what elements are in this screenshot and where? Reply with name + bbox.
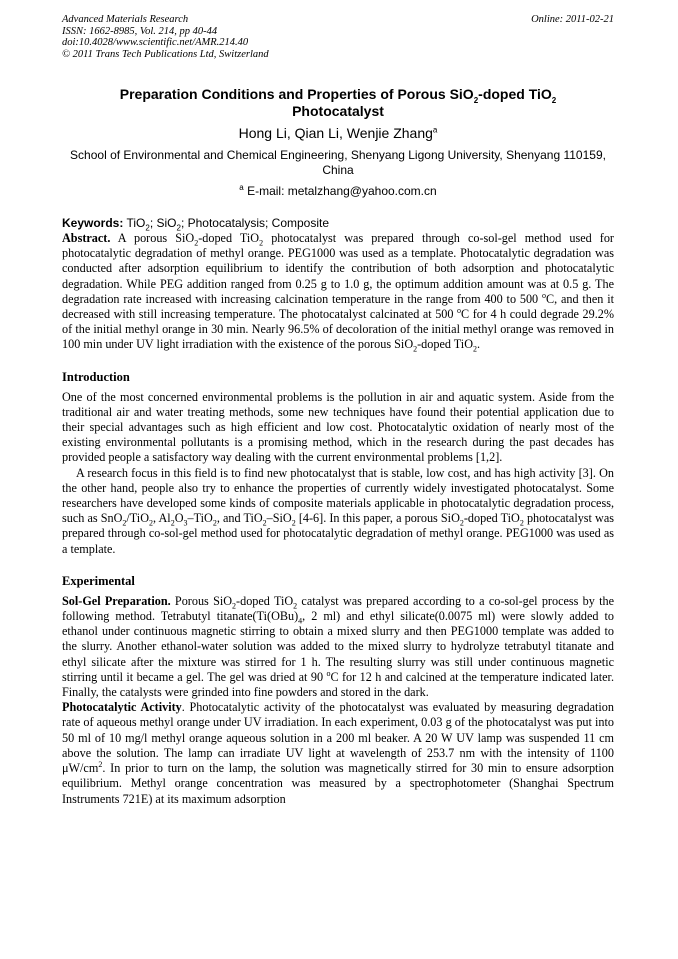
abstract-t2: -doped TiO	[198, 231, 260, 245]
intro-sub: 2	[122, 518, 127, 528]
doi-line: doi:10.4028/www.scientific.net/AMR.214.40	[62, 37, 249, 48]
abstract-t1: A porous SiO	[110, 231, 195, 245]
solgel-sub: 2	[232, 601, 237, 611]
solgel-paragraph	[62, 594, 614, 700]
abstract-sub: 2	[194, 238, 199, 248]
intro-sub: 2	[212, 518, 217, 528]
section-heading-introduction: Introduction	[62, 369, 130, 384]
abstract	[62, 231, 614, 353]
abstract-t5: C for 4 h could degrade 29.2% of the initial methyl orange in 30 min. Nearly 96.5% of decoloration of the initial methyl orange was removed in 100 min under UV light irradiation with the existence of the porous SiO	[62, 307, 615, 352]
journal-header	[62, 14, 614, 60]
solgel-sub: 2	[293, 601, 298, 611]
photocatalytic-sup: 2	[98, 760, 103, 770]
solgel-label: Sol-Gel Preparation.	[62, 593, 171, 608]
intro-p2i: -doped TiO	[463, 511, 520, 526]
intro-p2a: A research focus in this field is to find new photocatalyst that is stable, low cost, and has high activity [3]. On the other hand, people also try to enhance the properties of currently widely investigated photocatalyst. Some researchers have developed some kinds of composite materials applicable in photocatalytic degradation process, such as SnO	[62, 465, 614, 526]
intro-sub: 2	[170, 518, 175, 528]
intro-sub: 2	[459, 518, 464, 528]
abstract-sub: 2	[413, 344, 418, 354]
abstract-label: Abstract.	[62, 231, 111, 245]
intro-p2f: , and TiO	[216, 511, 263, 526]
author-names: Hong Li, Qian Li, Wenjie Zhang	[238, 125, 433, 141]
degree-mark: o	[541, 290, 546, 300]
intro-p2j: photocatalyst was prepared through co-sol-gel method used for photocatalytic degradation of methyl orange. PEG1000 was used as a template.	[62, 511, 614, 556]
title-text-3: Photocatalyst	[292, 103, 384, 119]
solgel-sub-4: 4	[298, 616, 303, 626]
keyword-1-sub: 2	[145, 223, 150, 233]
issn-line: ISSN: 1662-8985, Vol. 214, pp 40-44	[62, 25, 218, 37]
intro-paragraph-1: One of the most concerned environmental problems is the pollution in air and aquatic system. Aside from the traditional air and water treating methods, some new techniques have found their potential application due to their special advantages such as high efficient and low cost. Photocatalytic oxidation of nearly most of the existing environmental pollutants is a promising method, which in the research during the past decades has provided people a satisfactory way dealing with the current environmental problems [1,2].	[62, 389, 614, 465]
intro-p2d: O	[174, 511, 184, 526]
abstract-t3: photocatalyst was prepared through co-sol-gel method used for photocatalytic degradation of methyl orange. PEG1000 was used as a template. Photocatalytic degradation was conducted after adsorption equilibrium to identify the contribution of both adsorption and photocatalytic degradation. While PEG addition ranged from 0.25 g to 1.0 g, the optimum addition amount was at 0.5 g. The degradation rate increased with increasing calcination temperature in the range from 400 to 500	[62, 231, 614, 306]
section-heading-experimental: Experimental	[62, 573, 135, 588]
solgel-s5: , 2 ml) and ethyl silicate(0.0075 ml) were slowly added to ethanol under continuous magnetic stirring to obtain a mixed slurry and then PEG1000 template was added to the slurry. Another ethanol-water solution was added to the mixed slurry to hydrolyze tetrabutyl titanate and ethyl silicate after the mixture was stirred for 1 h. The resulting slurry was still under continuous magnetic stirring until it became a gel. The gel was dried at 90	[62, 609, 615, 684]
intro-sub: 2	[149, 518, 153, 528]
email-line	[62, 184, 614, 199]
solgel-s1: Porous SiO	[170, 593, 233, 608]
intro-p2e: –TiO	[187, 511, 213, 526]
journal-name: Advanced Materials Research	[62, 14, 189, 25]
intro-p2c: , Al	[153, 511, 171, 526]
solgel-s6: C for 12 h and calcined at the temperature indicated later. Finally, the catalysts were grinded into fine powders and stored in the dark.	[62, 669, 614, 700]
email-text: E-mail: metalzhang@yahoo.com.cn	[243, 184, 437, 198]
keyword-2: ; SiO	[149, 216, 177, 230]
solgel-s2: -doped TiO	[236, 593, 294, 608]
keywords	[62, 216, 614, 231]
abstract-t4: C, and then it decreased with still increasing temperature. The photocatalyst calcinated at 500	[62, 291, 614, 322]
intro-sub: 3	[183, 518, 188, 528]
copyright-line: © 2011 Trans Tech Publications Ltd, Switzerland	[62, 48, 269, 60]
degree-mark: o	[457, 305, 462, 315]
title-sub-2: 2	[551, 95, 557, 105]
online-date: Online: 2011-02-21	[531, 14, 614, 25]
keyword-1: TiO	[123, 216, 146, 230]
intro-sub: 2	[262, 518, 267, 528]
intro-sub: 2	[291, 518, 296, 528]
title-text-1: Preparation Conditions and Properties of Porous SiO	[119, 86, 474, 102]
email-mark: a	[239, 183, 244, 192]
abstract-t7: .	[477, 337, 481, 352]
keyword-2-sub: 2	[176, 223, 181, 233]
paper-page	[62, 14, 614, 807]
intro-sub: 2	[519, 518, 524, 528]
degree-mark: o	[326, 668, 331, 678]
photocatalytic-p1: . Photocatalytic activity of the photocatalyst was evaluated by measuring degradation rate of aqueous methyl orange under UV irradiation. In each experiment, 0.03 g of the photocatalyst was put into 50 ml of 10 mg/l methyl orange aqueous solution in a 200 ml beaker. A 20 W UV lamp was suspended 11 cm above the solution. The lamp can irradiate UV light at wavelength of 253.7 nm with the intensity of 1100 μW/cm	[62, 700, 614, 776]
abstract-t6: -doped TiO	[417, 337, 473, 352]
photocatalytic-label: Photocatalytic Activity	[62, 700, 182, 715]
intro-p2g: –SiO	[266, 511, 292, 526]
solgel-s3: catalyst was prepared according to a co-sol-gel process by the following method. Tetrabutyl titanate(Ti(OBu)	[62, 593, 615, 624]
author-mark: a	[432, 125, 438, 135]
title-sub-1: 2	[473, 95, 479, 105]
keyword-3: ; Photocatalysis; Composite	[180, 216, 330, 230]
intro-p2b: /TiO	[126, 511, 149, 526]
photocatalytic-p2: . In prior to turn on the lamp, the solution was magnetically stirred for 30 min to ensure adsorption equilibrium. Methyl orange concentration was measured by a spectrophotometer (Shanghai Spectrum Instruments 721E) at its maximum adsorption	[62, 761, 614, 806]
author-list	[62, 125, 614, 142]
abstract-sub: 2	[473, 344, 477, 354]
intro-paragraph-2	[62, 466, 614, 557]
title-text-2: -doped TiO	[478, 86, 552, 102]
abstract-sub: 2	[259, 238, 264, 248]
paper-title	[62, 86, 614, 120]
affiliation: School of Environmental and Chemical Engineering, Shenyang Ligong University, Shenyang 110159, China	[70, 148, 606, 177]
photocatalytic-paragraph	[62, 700, 614, 806]
intro-p2h: [4-6]. In this paper, a porous SiO	[295, 511, 460, 526]
keywords-label: Keywords:	[62, 216, 124, 230]
